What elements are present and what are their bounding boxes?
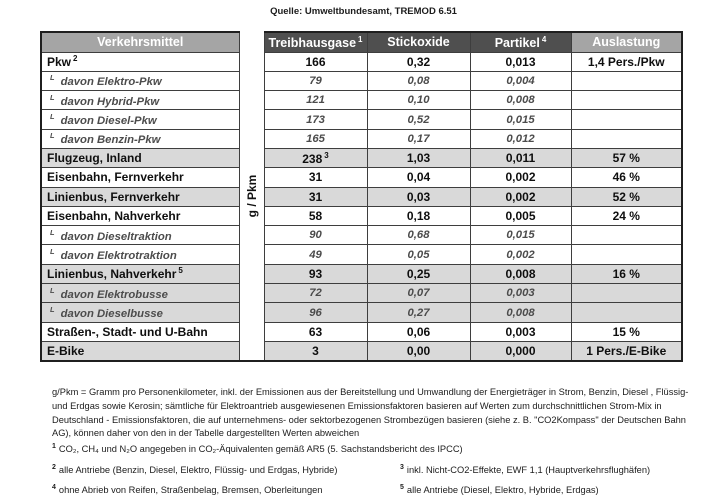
footnote-row xyxy=(52,441,712,456)
treibhausgase-value: 90 xyxy=(264,226,367,245)
verkehrsmittel-cell: $^L$ davon Dieseltraktion xyxy=(41,226,239,245)
treibhausgase-value: 49 xyxy=(264,245,367,264)
table-row xyxy=(41,341,682,360)
treibhausgase-value: 72 xyxy=(264,284,367,303)
verkehrsmittel-cell: Eisenbahn, Fernverkehr xyxy=(41,168,239,187)
partikel-value: 0,003 xyxy=(470,284,571,303)
auslastung-value xyxy=(571,284,682,303)
footnote-item: $^5$ alle Antriebe (Diesel, Elektro, Hybride, Erdgas) xyxy=(400,484,599,495)
partikel-value: 0,000 xyxy=(470,341,571,360)
superscript-marker: L xyxy=(50,73,55,83)
table-row xyxy=(41,264,682,283)
treibhausgase-value: 96 xyxy=(264,303,367,322)
stickoxide-value: 0,27 xyxy=(367,303,470,322)
superscript-marker: L xyxy=(50,285,55,295)
auslastung-value xyxy=(571,303,682,322)
auslastung-value: 15 % xyxy=(571,322,682,341)
auslastung-value: 52 % xyxy=(571,187,682,206)
unit-label: g / Pkm xyxy=(244,174,259,218)
verkehrsmittel-cell: Flugzeug, Inland xyxy=(41,148,239,167)
table-row xyxy=(41,52,682,71)
verkehrsmittel-cell: $^L$ davon Benzin-Pkw xyxy=(41,129,239,148)
partikel-value: 0,003 xyxy=(470,322,571,341)
column-header-partikel: Partikel $^4$ xyxy=(470,32,571,52)
partikel-value: 0,011 xyxy=(470,148,571,167)
treibhausgase-value: 173 xyxy=(264,110,367,129)
superscript-marker: L xyxy=(50,227,55,237)
auslastung-value: 1 Pers./E-Bike xyxy=(571,341,682,360)
auslastung-value: 16 % xyxy=(571,264,682,283)
auslastung-value xyxy=(571,71,682,90)
verkehrsmittel-cell: $^L$ davon Dieselbusse xyxy=(41,303,239,322)
column-header-stickoxide: Stickoxide xyxy=(367,32,470,52)
verkehrsmittel-cell: Eisenbahn, Nahverkehr xyxy=(41,206,239,225)
superscript-marker: 3 xyxy=(324,150,329,160)
superscript-marker: 4 xyxy=(541,34,547,44)
superscript-marker: 1 xyxy=(358,34,363,44)
verkehrsmittel-cell: $^L$ davon Elektrobusse xyxy=(41,284,239,303)
column-header-auslastung: Auslastung xyxy=(571,32,682,52)
verkehrsmittel-cell: Linienbus, Fernverkehr xyxy=(41,187,239,206)
superscript-marker: L xyxy=(50,131,55,141)
source-caption: Quelle: Umweltbundesamt, TREMOD 6.51 xyxy=(270,6,457,17)
table-row xyxy=(41,284,682,303)
auslastung-value: 24 % xyxy=(571,206,682,225)
superscript-marker: L xyxy=(50,247,55,257)
superscript-marker: L xyxy=(50,112,55,122)
stickoxide-value: 0,03 xyxy=(367,187,470,206)
superscript-marker: 5 xyxy=(400,484,404,491)
auslastung-value: 1,4 Pers./Pkw xyxy=(571,52,682,71)
treibhausgase-value: 238 $^3$ xyxy=(264,148,367,167)
partikel-value: 0,008 xyxy=(470,303,571,322)
verkehrsmittel-cell: E-Bike xyxy=(41,341,239,360)
verkehrsmittel-cell: $^L$ davon Elektro-Pkw xyxy=(41,71,239,90)
treibhausgase-value: 93 xyxy=(264,264,367,283)
partikel-value: 0,008 xyxy=(470,91,571,110)
verkehrsmittel-cell: Straßen-, Stadt- und U-Bahn xyxy=(41,322,239,341)
partikel-value: 0,012 xyxy=(470,129,571,148)
table-row xyxy=(41,303,682,322)
stickoxide-value: 0,00 xyxy=(367,341,470,360)
footnote-paragraph: g/Pkm = Gramm pro Personenkilometer, inkl. der Emissionen aus der Bereitstellung und Umwandlung der Energieträger in Strom, Benzin, Diesel , Flüssig- und Erdgas sowie Kerosin; sämtliche für Elektroantrieb ausgewiesenen Emissionsfaktoren basieren auf Werten zum durchschnittlichen Strom-Mix in Deutschland - Emissionsfaktoren, die auf unternehmens- oder sektorbezogenen Strombezügen basieren (siehe z. B. "CO2Kompass" der Deutschen Bahn AG), können daher von den in der Tabelle dargestellten Werten abweichen xyxy=(52,387,689,439)
stickoxide-value: 0,08 xyxy=(367,71,470,90)
table-row xyxy=(41,148,682,167)
auslastung-value: 57 % xyxy=(571,148,682,167)
stickoxide-value: 0,05 xyxy=(367,245,470,264)
stickoxide-value: 0,04 xyxy=(367,168,470,187)
column-header-treibhausgase: Treibhausgase $^1$ xyxy=(264,32,367,52)
verkehrsmittel-cell: $^L$ davon Elektrotraktion xyxy=(41,245,239,264)
table-row xyxy=(41,71,682,90)
partikel-value: 0,008 xyxy=(470,264,571,283)
auslastung-value: 46 % xyxy=(571,168,682,187)
treibhausgase-value: 3 xyxy=(264,341,367,360)
treibhausgase-value: 31 xyxy=(264,168,367,187)
superscript-marker: 5 xyxy=(178,266,183,276)
stickoxide-value: 0,68 xyxy=(367,226,470,245)
stickoxide-value: 0,17 xyxy=(367,129,470,148)
superscript-marker: 2 xyxy=(52,463,56,471)
footnote-list xyxy=(52,441,712,503)
table-row xyxy=(41,168,682,187)
stickoxide-value: 0,10 xyxy=(367,91,470,110)
footnote-item: $^3$ inkl. Nicht-CO2-Effekte, EWF 1,1 (Hauptverkehrsflughäfen) xyxy=(400,463,651,475)
table-row xyxy=(41,322,682,341)
superscript-marker: 1 xyxy=(52,443,56,450)
table-row xyxy=(41,187,682,206)
column-header-verkehrsmittel: Verkehrsmittel xyxy=(41,32,239,52)
auslastung-value xyxy=(571,226,682,245)
verkehrsmittel-cell: Linienbus, Nahverkehr $^5$ xyxy=(41,264,239,283)
partikel-value: 0,015 xyxy=(470,226,571,245)
auslastung-value xyxy=(571,245,682,264)
stickoxide-value: 0,06 xyxy=(367,322,470,341)
partikel-value: 0,002 xyxy=(470,245,571,264)
superscript-marker: 3 xyxy=(400,463,404,471)
treibhausgase-value: 166 xyxy=(264,52,367,71)
emissions-table xyxy=(40,31,683,362)
table-row xyxy=(41,206,682,225)
verkehrsmittel-cell: $^L$ davon Diesel-Pkw xyxy=(41,110,239,129)
table-header-row xyxy=(41,32,682,52)
auslastung-value xyxy=(571,91,682,110)
partikel-value: 0,015 xyxy=(470,110,571,129)
partikel-value: 0,002 xyxy=(470,168,571,187)
partikel-value: 0,013 xyxy=(470,52,571,71)
table-row xyxy=(41,129,682,148)
verkehrsmittel-cell: Pkw $^2$ xyxy=(41,52,239,71)
stickoxide-value: 0,07 xyxy=(367,284,470,303)
stickoxide-value: 1,03 xyxy=(367,148,470,167)
stickoxide-value: 0,52 xyxy=(367,110,470,129)
footnote-row xyxy=(52,462,712,477)
footnote-item: $^4$ ohne Abrieb von Reifen, Straßenbelag, Bremsen, Oberleitungen xyxy=(52,484,323,495)
footnote-item: $^1$ CO₂, CH₄ und N₂O angegeben in CO₂-Äquivalenten gemäß AR5 (5. Sachstandsbericht des IPCC) xyxy=(52,443,463,454)
treibhausgase-value: 31 xyxy=(264,187,367,206)
treibhausgase-value: 165 xyxy=(264,129,367,148)
stickoxide-value: 0,18 xyxy=(367,206,470,225)
treibhausgase-value: 121 xyxy=(264,91,367,110)
superscript-marker: 4 xyxy=(52,484,56,491)
superscript-marker: L xyxy=(50,92,55,102)
treibhausgase-value: 63 xyxy=(264,322,367,341)
stickoxide-value: 0,25 xyxy=(367,264,470,283)
footnote-item: $^2$ alle Antriebe (Benzin, Diesel, Elektro, Flüssig- und Erdgas, Hybride) xyxy=(52,463,338,475)
auslastung-value xyxy=(571,110,682,129)
stickoxide-value: 0,32 xyxy=(367,52,470,71)
table-row xyxy=(41,226,682,245)
treibhausgase-value: 79 xyxy=(264,71,367,90)
superscript-marker: 2 xyxy=(73,54,78,64)
verkehrsmittel-cell: $^L$ davon Hybrid-Pkw xyxy=(41,91,239,110)
unit-cell xyxy=(239,32,264,361)
footnote-row xyxy=(52,482,712,497)
partikel-value: 0,005 xyxy=(470,206,571,225)
superscript-marker: L xyxy=(50,305,55,314)
table-row xyxy=(41,110,682,129)
partikel-value: 0,002 xyxy=(470,187,571,206)
table-row xyxy=(41,91,682,110)
treibhausgase-value: 58 xyxy=(264,206,367,225)
auslastung-value xyxy=(571,129,682,148)
partikel-value: 0,004 xyxy=(470,71,571,90)
table-row xyxy=(41,245,682,264)
